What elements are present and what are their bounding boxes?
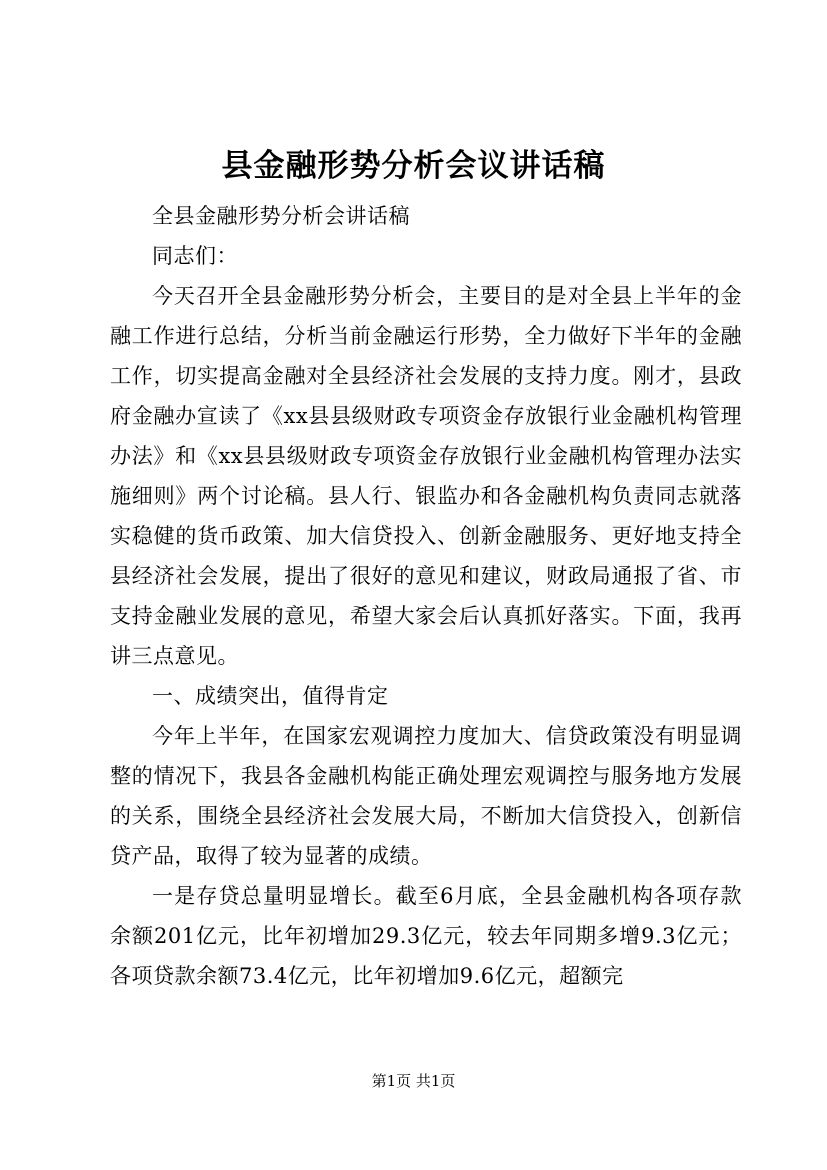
document-title: 县金融形势分析会议讲话稿: [221, 148, 606, 184]
page-number-footer: 第1页 共1页: [371, 1072, 456, 1090]
paragraph-salutation: 同志们：: [152, 244, 238, 268]
paragraph-subtitle: 全县金融形势分析会讲话稿: [152, 204, 410, 228]
paragraph-intro: 今天召开全县金融形势分析会，主要目的是对全县上半年的金融工作进行总结，分析当前金融运行形势，全力做好下半年的金融工作，切实提高金融对全县经济社会发展的支持力度。刚才，县政府金融办宣读了《xx县县级财政专项资金存放银行业金融机构管理办法》和《xx县县级财政专项资金存放银行业金融机构管理办法实施细则》两个讨论稿。县人行、银监办和各金融机构负责同志就落实稳健的货币政策、加大信贷投入、创新金融服务、更好地支持全县经济社会发展，提出了很好的意见和建议，财政局通报了省、市支持金融业发展的意见，希望大家会后认真抓好落实。下面，我再讲三点意见。: [110, 284, 742, 668]
paragraph-achievements: 今年上半年，在国家宏观调控力度加大、信贷政策没有明显调整的情况下，我县各金融机构能正确处理宏观调控与服务地方发展的关系，围绕全县经济社会发展大局，不断加大信贷投入，创新信贷产品，取得了较为显著的成绩。: [110, 724, 742, 868]
paragraph-deposits-loans: 一是存贷总量明显增长。截至6月底，全县金融机构各项存款余额201亿元，比年初增加29.3亿元，较去年同期多增9.3亿元；各项贷款余额73.4亿元，比年初增加9.6亿元，超额完: [110, 884, 742, 988]
section-heading-1: 一、成绩突出，值得肯定: [152, 684, 389, 708]
document-body: [110, 196, 742, 996]
